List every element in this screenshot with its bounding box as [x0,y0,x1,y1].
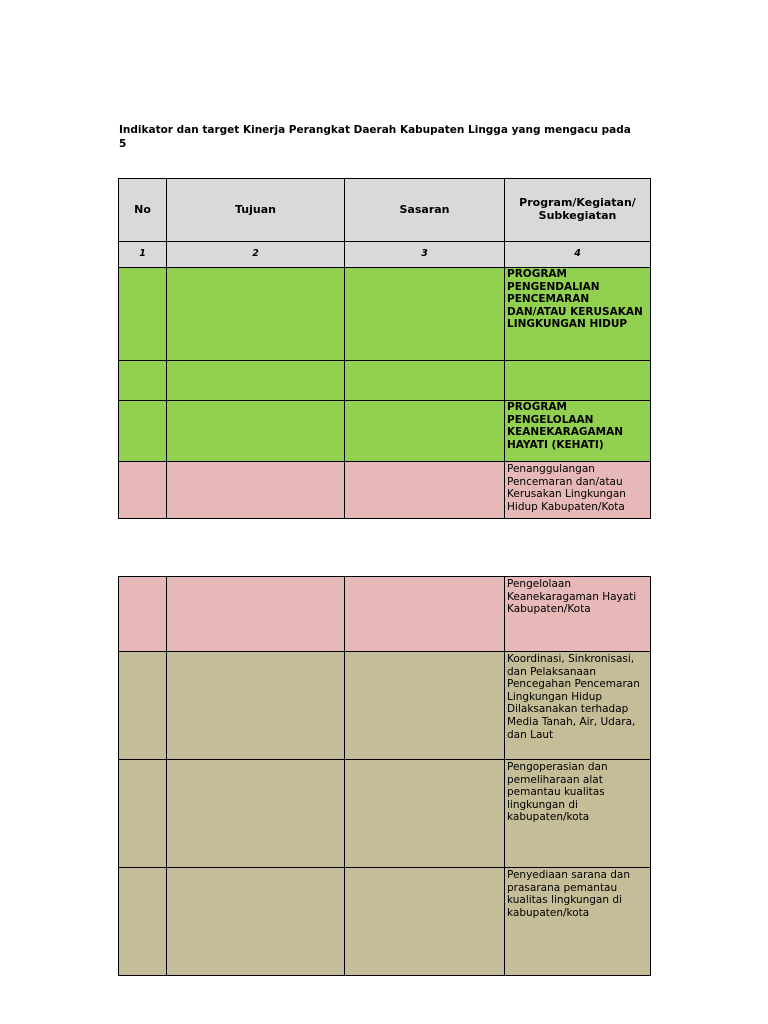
cell-no [119,652,167,760]
cell-program: PROGRAM PENGELOLAAN KEANEKARAGAMAN HAYATI (KEHATI) [505,401,651,462]
cell-tujuan [167,760,345,868]
cell-no [119,760,167,868]
cell-no [119,268,167,361]
cell-tujuan [167,462,345,519]
cell-program: PROGRAM PENGENDALIAN PENCEMARAN DAN/ATAU KERUSAKAN LINGKUNGAN HIDUP [505,268,651,361]
column-number: 1 [119,242,167,268]
cell-no [119,401,167,462]
header-program: Program/Kegiatan/ Subkegiatan [505,179,651,242]
table-row [119,361,651,401]
performance-table-top [118,178,651,519]
table-row [119,401,651,462]
cell-program: Penanggulangan Pencemaran dan/atau Kerusakan Lingkungan Hidup Kabupaten/Kota [505,462,651,519]
cell-program: Penyediaan sarana dan prasarana pemantau kualitas lingkungan di kabupaten/kota [505,868,651,976]
table-row [119,268,651,361]
cell-program: Koordinasi, Sinkronisasi, dan Pelaksanaan Pencegahan Pencemaran Lingkungan Hidup Dilaksanakan terhadap Media Tanah, Air, Udara, dan Laut [505,652,651,760]
cell-no [119,462,167,519]
table-row [119,462,651,519]
cell-no [119,577,167,652]
cell-no [119,868,167,976]
cell-tujuan [167,268,345,361]
document-title-line-2: 5 [119,138,127,150]
header-tujuan: Tujuan [167,179,345,242]
cell-sasaran [345,401,505,462]
table-row [119,760,651,868]
cell-program: Pengelolaan Keanekaragaman Hayati Kabupaten/Kota [505,577,651,652]
column-number: 2 [167,242,345,268]
document-title [119,123,650,151]
header-no: No [119,179,167,242]
cell-tujuan [167,652,345,760]
header-sasaran: Sasaran [345,179,505,242]
cell-tujuan [167,361,345,401]
cell-sasaran [345,868,505,976]
column-number: 4 [505,242,651,268]
cell-sasaran [345,462,505,519]
document-title-line-1: Indikator dan target Kinerja Perangkat Daerah Kabupaten Lingga yang mengacu pada [119,124,631,136]
table-row [119,868,651,976]
cell-tujuan [167,577,345,652]
cell-sasaran [345,577,505,652]
table-row [119,652,651,760]
cell-tujuan [167,401,345,462]
table-row [119,577,651,652]
performance-table-bottom [118,576,651,976]
cell-program: Pengoperasian dan pemeliharaan alat pemantau kualitas lingkungan di kabupaten/kota [505,760,651,868]
cell-tujuan [167,868,345,976]
cell-program [505,361,651,401]
cell-no [119,361,167,401]
column-number-row [119,242,651,268]
cell-sasaran [345,361,505,401]
cell-sasaran [345,652,505,760]
table-header-row [119,179,651,242]
column-number: 3 [345,242,505,268]
cell-sasaran [345,760,505,868]
cell-sasaran [345,268,505,361]
